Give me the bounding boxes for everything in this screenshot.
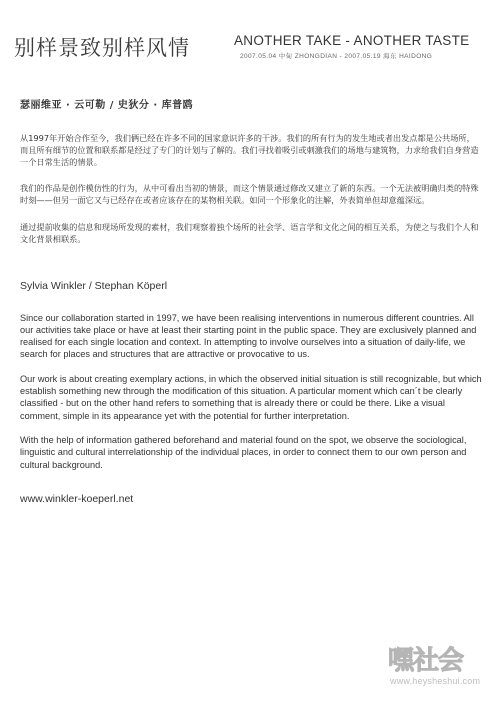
authors-chinese: 瑟丽维亚 · 云可勒 / 史狄分 · 库普鸥 — [20, 100, 194, 111]
paragraph-en-3: With the help of information gathered beforehand and material found on the spot, we observe the sociological, linguistic and cultural interrelationship of the individual places, in order to connect them to our own person and cultural background. — [20, 435, 467, 470]
website-link[interactable]: www.winkler-koeperl.net — [20, 492, 134, 505]
header — [0, 0, 500, 72]
watermark-url: www.heysheshui.com — [390, 676, 481, 686]
paragraph-en-2: Our work is about creating exemplary actions, in which the observed initial situation is still recognizable, but which establish something new through the modification of this situation. A particular moment which can´t be clearly classified - but on the other hand refers to something that is already there or could be there. Like a visual comment, simple in its appearance yet with the potential for further interpretation. — [20, 373, 482, 421]
paragraph-en-1: Since our collaboration started in 1997, we have been realising interventions in numerous different countries. All our activities take place or have at least their starting point in the public space. They are exclusively planned and realised for each single location and context. In attempting to involve ourselves into a situation of daily-life, we search for places and structures that are attractive or provocative to us. — [20, 312, 477, 360]
date-location-subtitle: 2007.05.04 中甸 ZHONGDIAN - 2007.05.19 海东 HAIDONG — [240, 53, 433, 60]
watermark-logo: 嘿社会 — [388, 646, 464, 676]
page-title-english: ANOTHER TAKE - ANOTHER TASTE — [234, 33, 470, 48]
paragraph-zh-2: 我们的作品是创作模仿性的行为，从中可看出当初的情景，而这个情景通过修改又建立了新的东西。一个无法被明确归类的特殊时刻——但另一面它又与已经存在或者应该存在的某物相关联。如同一个形象化的注解，外表简单但却意蕴深远。 — [20, 183, 479, 206]
paragraph-zh-3: 通过提前收集的信息和现场所发现的素材，我们观察着独个场所的社会学、语言学和文化之间的相互关系，为使之与我们个人和文化背景相联系。 — [20, 221, 479, 244]
authors-english: Sylvia Winkler / Stephan Köperl — [20, 279, 168, 292]
paragraph-zh-1: 从1997年开始合作至今，我们俩已经在许多不同的国家意识许多的干涉。我们的所有行为的发生地或者出发点都是公共场所，而且所有细节的位置和联系都是经过了专门的计划与了解的。我们寻找着吸引或刺激我们的场地与建筑物，力求给我们自身营造一个日常生活的情景。 — [20, 133, 479, 167]
watermark — [386, 640, 496, 700]
main-content — [20, 96, 482, 505]
page-title-chinese: 别样景致别样风情 — [14, 36, 190, 60]
